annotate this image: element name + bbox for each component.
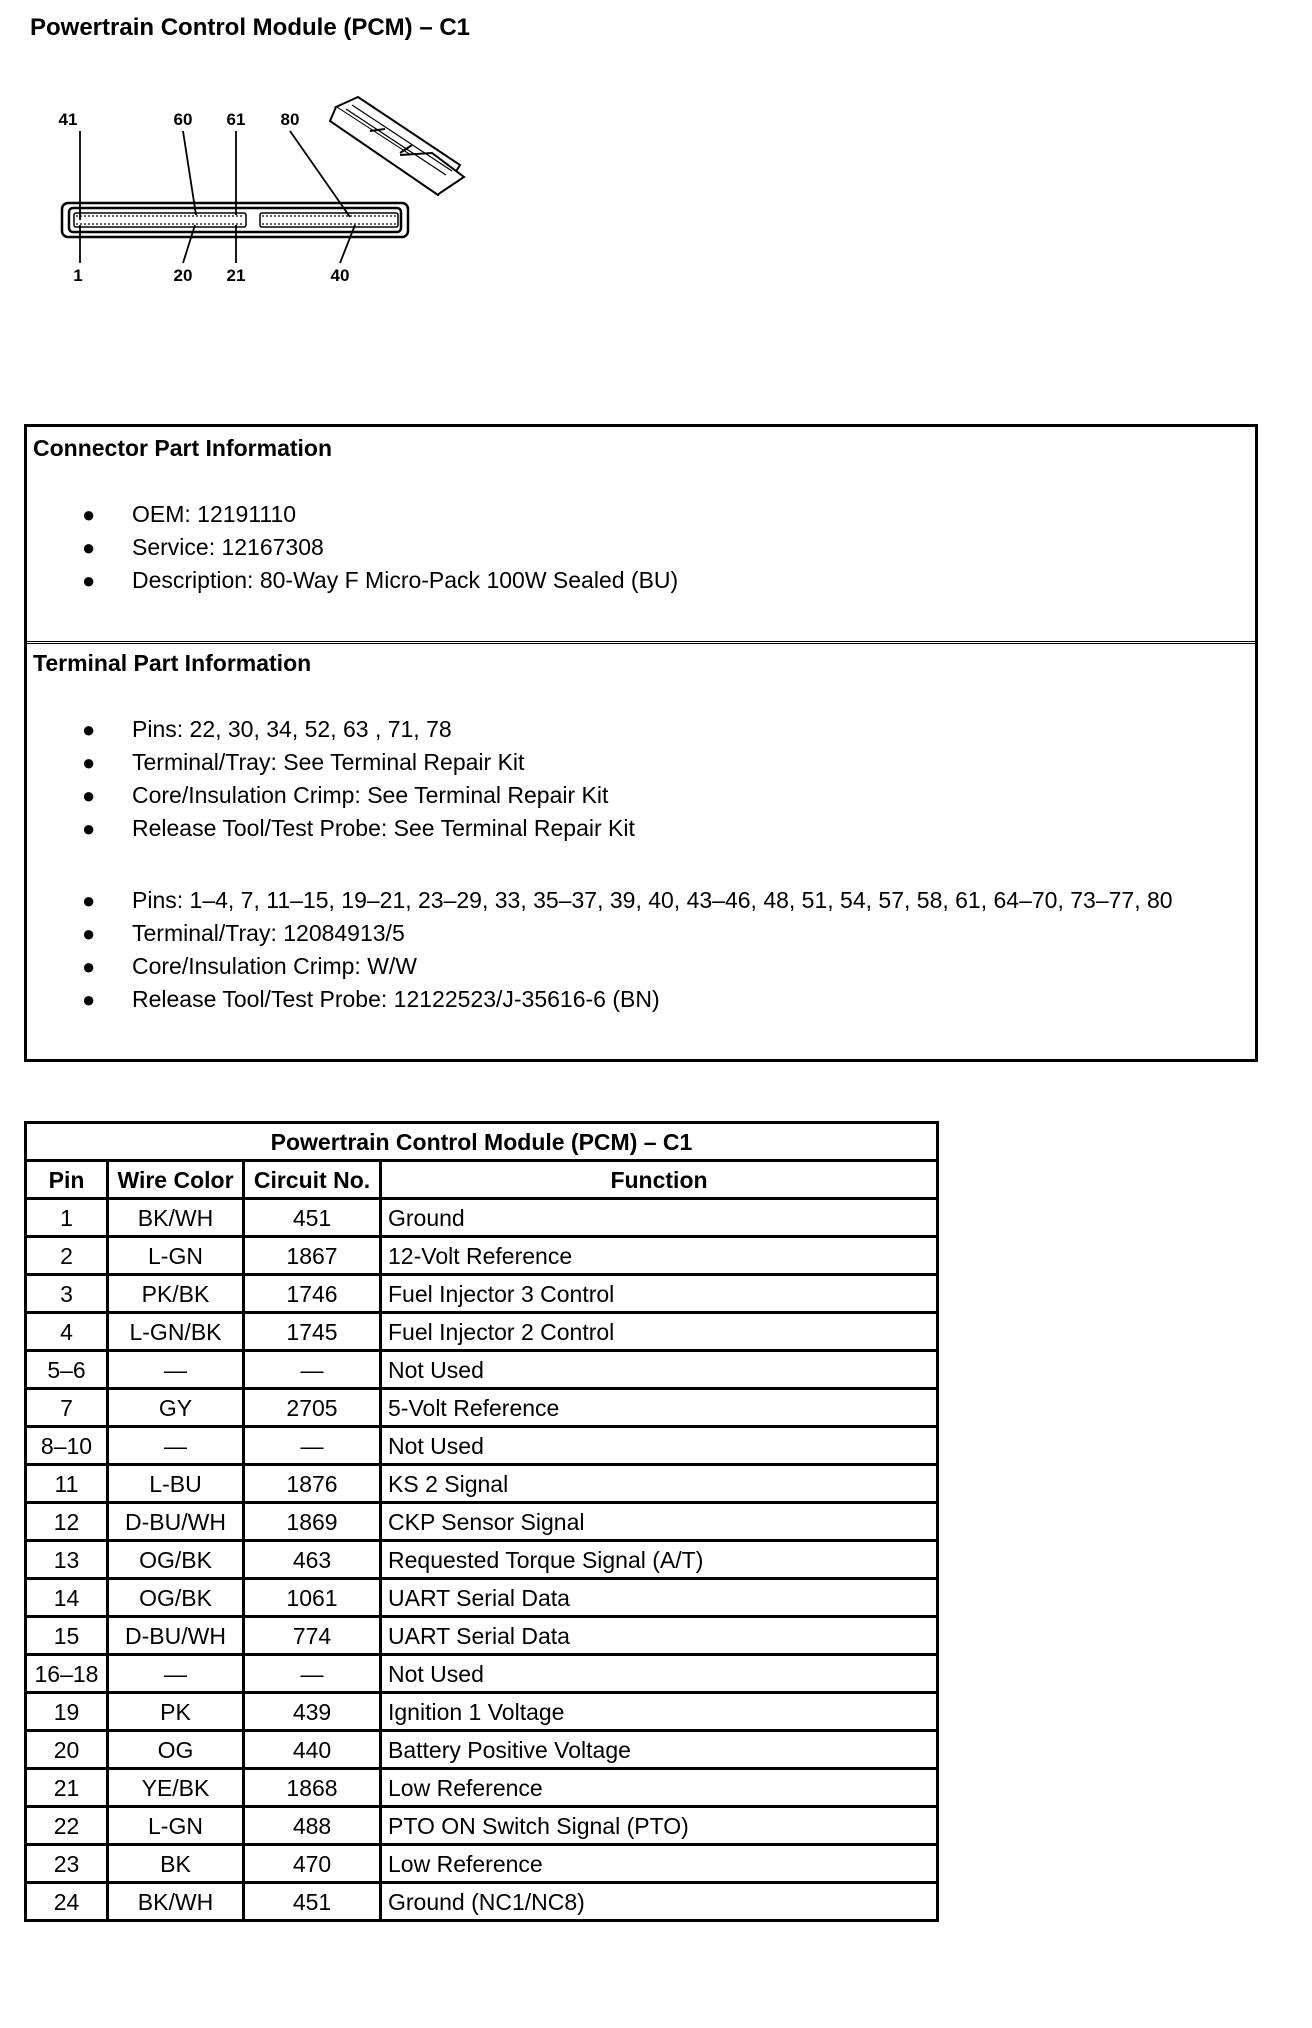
function-cell: PTO ON Switch Signal (PTO): [381, 1807, 938, 1845]
wire-color-cell: BK/WH: [108, 1199, 244, 1237]
list-item-text: Terminal/Tray: 12084913/5: [132, 920, 405, 946]
list-item-text: Service: 12167308: [132, 534, 324, 560]
list-item: [27, 713, 1255, 746]
function-cell: Ground: [381, 1199, 938, 1237]
wire-color-cell: YE/BK: [108, 1769, 244, 1807]
circuit-no-cell: 470: [244, 1845, 381, 1883]
list-item-text: Release Tool/Test Probe: See Terminal Repair Kit: [132, 815, 635, 841]
wire-color-cell: L-GN: [108, 1807, 244, 1845]
pin-label-1: 1: [73, 266, 83, 285]
table-row: [26, 1579, 938, 1617]
circuit-no-cell: 1745: [244, 1313, 381, 1351]
wire-color-cell: BK/WH: [108, 1883, 244, 1921]
function-cell: Ground (NC1/NC8): [381, 1883, 938, 1921]
table-row: [26, 1199, 938, 1237]
bullet-icon: ●: [82, 921, 96, 946]
list-item: [27, 531, 1255, 564]
wire-color-cell: —: [108, 1351, 244, 1389]
pin-cell: 7: [26, 1389, 108, 1427]
pin-cell: 22: [26, 1807, 108, 1845]
table-row: [26, 1389, 938, 1427]
table-row: [26, 1655, 938, 1693]
table-row: [26, 1883, 938, 1921]
circuit-no-cell: —: [244, 1351, 381, 1389]
table-row: [26, 1237, 938, 1275]
list-item: [27, 812, 1255, 845]
bullet-icon: ●: [82, 816, 96, 841]
wire-color-cell: OG: [108, 1731, 244, 1769]
circuit-no-cell: 463: [244, 1541, 381, 1579]
pin-cell: 24: [26, 1883, 108, 1921]
wire-color-cell: BK: [108, 1845, 244, 1883]
function-cell: KS 2 Signal: [381, 1465, 938, 1503]
list-item-text: Description: 80-Way F Micro-Pack 100W Sealed (BU): [132, 567, 679, 593]
list-item: [27, 884, 1255, 917]
list-item: [27, 564, 1255, 597]
circuit-no-cell: 488: [244, 1807, 381, 1845]
pin-cell: 4: [26, 1313, 108, 1351]
bullet-icon: ●: [82, 535, 96, 560]
pin-cell: 16–18: [26, 1655, 108, 1693]
list-item-text: Pins: 22, 30, 34, 52, 63 , 71, 78: [132, 716, 452, 742]
circuit-no-cell: 451: [244, 1883, 381, 1921]
list-item: [27, 917, 1255, 950]
wire-color-cell: D-BU/WH: [108, 1503, 244, 1541]
pin-cell: 14: [26, 1579, 108, 1617]
list-item-text: Terminal/Tray: See Terminal Repair Kit: [132, 749, 525, 775]
circuit-no-cell: 1061: [244, 1579, 381, 1617]
bullet-icon: ●: [82, 750, 96, 775]
list-item-text: OEM: 12191110: [132, 501, 297, 527]
wire-color-cell: L-GN: [108, 1237, 244, 1275]
pin-label-40: 40: [330, 266, 350, 285]
list-item: [27, 779, 1255, 812]
function-cell: Battery Positive Voltage: [381, 1731, 938, 1769]
table-row: [26, 1807, 938, 1845]
bullet-icon: ●: [82, 987, 96, 1012]
wire-color-cell: PK: [108, 1693, 244, 1731]
column-header-circuit-no: Circuit No.: [244, 1161, 381, 1199]
list-item: [27, 498, 1255, 531]
bullet-icon: ●: [82, 954, 96, 979]
table-row: [26, 1617, 938, 1655]
terminal-part-info-header: Terminal Part Information: [33, 650, 312, 676]
pin-table: [24, 1121, 939, 1922]
function-cell: UART Serial Data: [381, 1579, 938, 1617]
connector-body-icon: [62, 203, 408, 237]
connector-part-info-header: Connector Part Information: [33, 435, 333, 461]
pin-label-41: 41: [58, 110, 78, 129]
function-cell: Not Used: [381, 1655, 938, 1693]
bullet-icon: ●: [82, 888, 96, 913]
table-row: [26, 1845, 938, 1883]
wire-color-cell: GY: [108, 1389, 244, 1427]
leader-lines: [80, 131, 355, 263]
pin-label-20: 20: [173, 266, 193, 285]
function-cell: Not Used: [381, 1427, 938, 1465]
circuit-no-cell: 1876: [244, 1465, 381, 1503]
terminal-part-list-b: [27, 884, 1255, 1016]
circuit-no-cell: 440: [244, 1731, 381, 1769]
wire-color-cell: OG/BK: [108, 1579, 244, 1617]
table-row: [26, 1465, 938, 1503]
pin-cell: 20: [26, 1731, 108, 1769]
list-item-text: Core/Insulation Crimp: See Terminal Repair Kit: [132, 782, 609, 808]
list-item-text: Pins: 1–4, 7, 11–15, 19–21, 23–29, 33, 35–37, 39, 40, 43–46, 48, 51, 54, 57, 58, 61, 64–70, 73–77, 80: [132, 887, 1173, 913]
pin-cell: 2: [26, 1237, 108, 1275]
column-header-wire-color: Wire Color: [108, 1161, 244, 1199]
circuit-no-cell: 1868: [244, 1769, 381, 1807]
pin-cell: 5–6: [26, 1351, 108, 1389]
wire-color-cell: —: [108, 1655, 244, 1693]
function-cell: Ignition 1 Voltage: [381, 1693, 938, 1731]
function-cell: Requested Torque Signal (A/T): [381, 1541, 938, 1579]
function-cell: UART Serial Data: [381, 1617, 938, 1655]
connector-part-info-box: [24, 424, 1258, 644]
pin-cell: 11: [26, 1465, 108, 1503]
pin-cell: 13: [26, 1541, 108, 1579]
wire-color-cell: OG/BK: [108, 1541, 244, 1579]
wire-color-cell: D-BU/WH: [108, 1617, 244, 1655]
table-row: [26, 1731, 938, 1769]
pin-cell: 23: [26, 1845, 108, 1883]
circuit-no-cell: —: [244, 1655, 381, 1693]
function-cell: 5-Volt Reference: [381, 1389, 938, 1427]
function-cell: Fuel Injector 3 Control: [381, 1275, 938, 1313]
table-caption: Powertrain Control Module (PCM) – C1: [26, 1123, 938, 1161]
pin-label-21: 21: [226, 266, 246, 285]
pin-label-80: 80: [280, 110, 300, 129]
table-row: [26, 1693, 938, 1731]
table-header-row: [26, 1161, 938, 1199]
function-cell: Not Used: [381, 1351, 938, 1389]
column-header-function: Function: [381, 1161, 938, 1199]
function-cell: Fuel Injector 2 Control: [381, 1313, 938, 1351]
circuit-no-cell: 1869: [244, 1503, 381, 1541]
function-cell: Low Reference: [381, 1845, 938, 1883]
function-cell: CKP Sensor Signal: [381, 1503, 938, 1541]
circuit-no-cell: 1746: [244, 1275, 381, 1313]
table-row: [26, 1275, 938, 1313]
connector-side-view-icon: [330, 97, 464, 195]
wire-color-cell: PK/BK: [108, 1275, 244, 1313]
table-row: [26, 1769, 938, 1807]
pin-cell: 21: [26, 1769, 108, 1807]
circuit-no-cell: 1867: [244, 1237, 381, 1275]
circuit-no-cell: 451: [244, 1199, 381, 1237]
circuit-no-cell: 439: [244, 1693, 381, 1731]
pin-cell: 1: [26, 1199, 108, 1237]
bullet-icon: ●: [82, 783, 96, 808]
list-item-text: Release Tool/Test Probe: 12122523/J-35616-6 (BN): [132, 986, 660, 1012]
table-row: [26, 1541, 938, 1579]
terminal-part-info-box: [24, 641, 1258, 1062]
terminal-part-list-a: [27, 713, 1255, 845]
list-item: [27, 983, 1255, 1016]
wire-color-cell: L-GN/BK: [108, 1313, 244, 1351]
bullet-icon: ●: [82, 717, 96, 742]
function-cell: Low Reference: [381, 1769, 938, 1807]
pin-cell: 12: [26, 1503, 108, 1541]
pin-cell: 8–10: [26, 1427, 108, 1465]
pin-cell: 15: [26, 1617, 108, 1655]
wire-color-cell: L-BU: [108, 1465, 244, 1503]
wire-color-cell: —: [108, 1427, 244, 1465]
connector-part-list: [27, 498, 1255, 597]
pin-table-body: [26, 1199, 938, 1921]
pin-cell: 3: [26, 1275, 108, 1313]
circuit-no-cell: 2705: [244, 1389, 381, 1427]
bullet-icon: ●: [82, 502, 96, 527]
column-header-pin: Pin: [26, 1161, 108, 1199]
pin-label-60: 60: [173, 110, 193, 129]
circuit-no-cell: —: [244, 1427, 381, 1465]
connector-diagram: [40, 95, 480, 300]
bullet-icon: ●: [82, 568, 96, 593]
pin-label-61: 61: [226, 110, 246, 129]
list-item-text: Core/Insulation Crimp: W/W: [132, 953, 418, 979]
table-row: [26, 1503, 938, 1541]
list-item: [27, 950, 1255, 983]
page-title: Powertrain Control Module (PCM) – C1: [30, 14, 471, 41]
pin-cell: 19: [26, 1693, 108, 1731]
table-caption-row: [26, 1123, 938, 1161]
table-row: [26, 1427, 938, 1465]
table-row: [26, 1313, 938, 1351]
table-row: [26, 1351, 938, 1389]
circuit-no-cell: 774: [244, 1617, 381, 1655]
list-item: [27, 746, 1255, 779]
function-cell: 12-Volt Reference: [381, 1237, 938, 1275]
